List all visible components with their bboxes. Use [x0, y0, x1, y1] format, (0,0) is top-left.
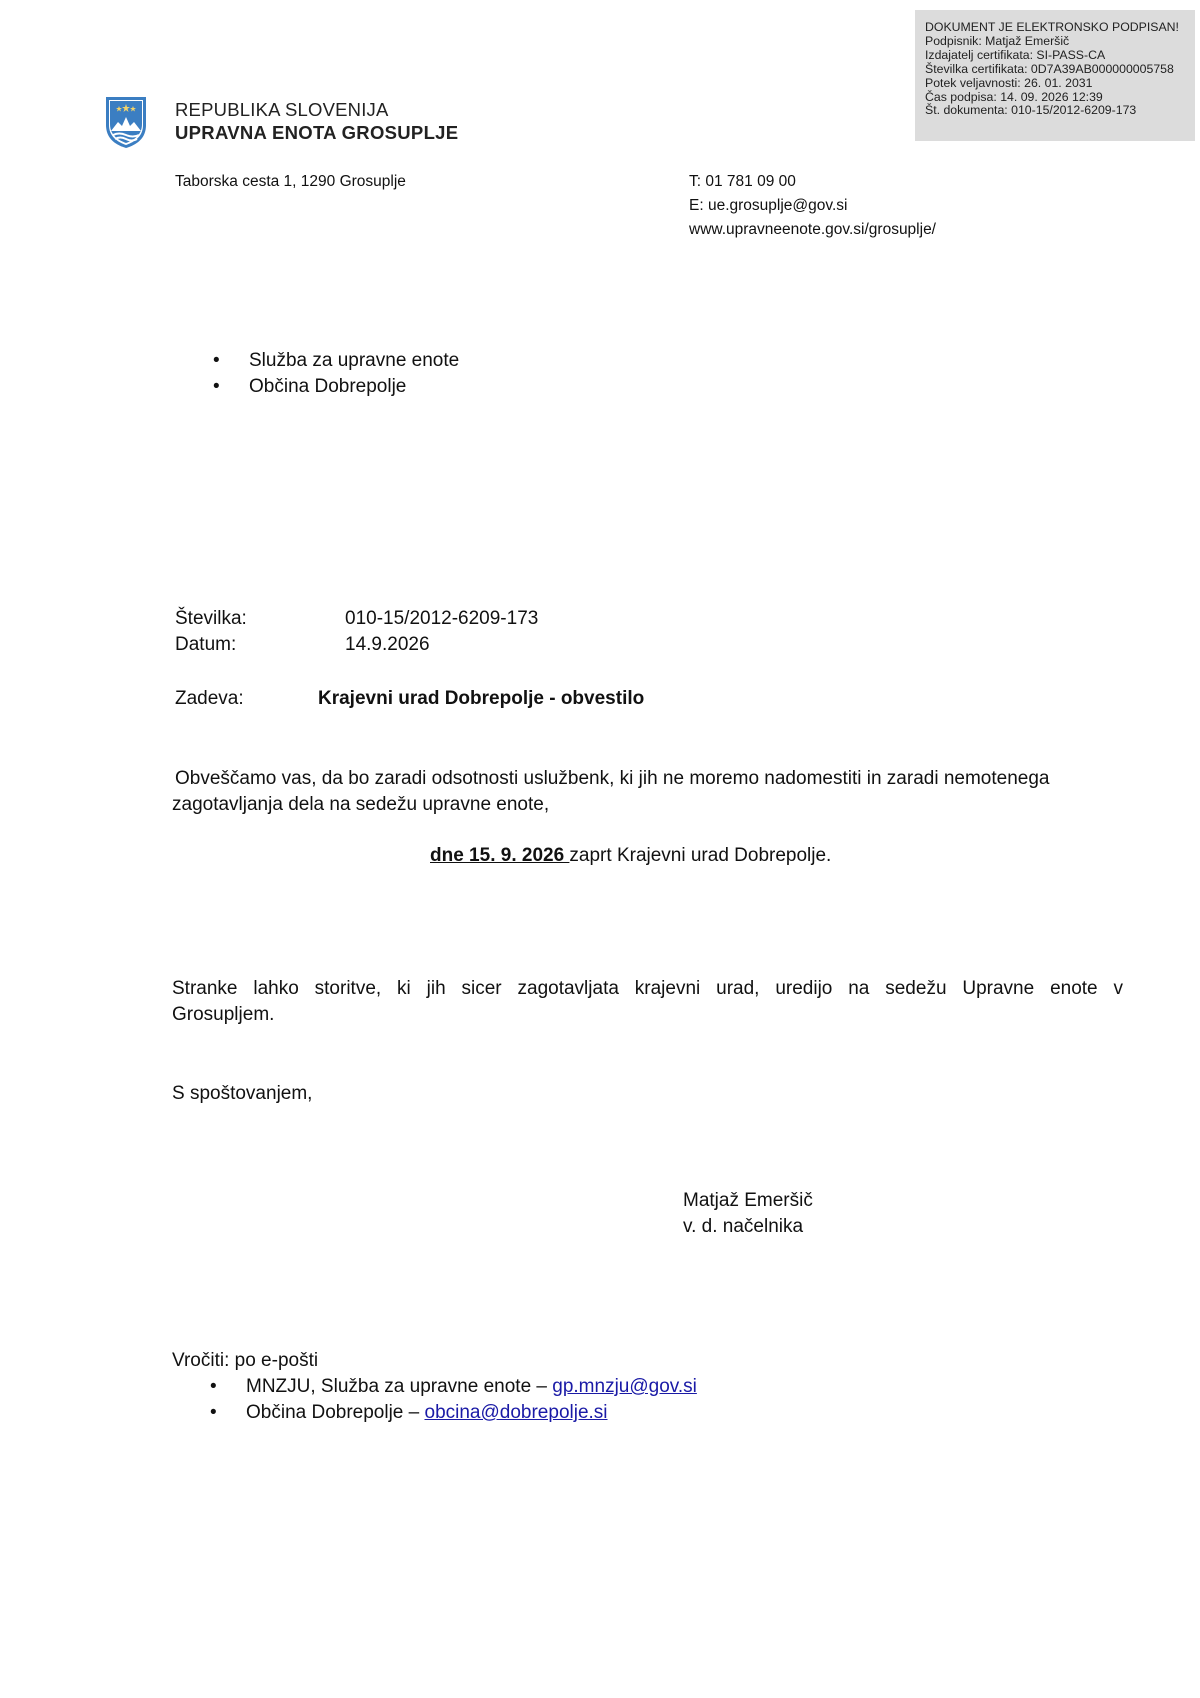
bullet-icon: • — [210, 1402, 217, 1423]
date-label: Datum: — [175, 634, 237, 655]
email-link[interactable]: obcina@dobrepolje.si — [424, 1402, 608, 1423]
delivery-label: Vročiti: po e-pošti — [172, 1350, 319, 1371]
document-number: 010-15/2012-6209-173 — [345, 608, 539, 629]
signature-line: Izdajatelj certifikata: SI-PASS-CA — [925, 47, 1106, 62]
bullet-icon: • — [213, 350, 220, 371]
signature-line: Št. dokumenta: 010-15/2012-6209-173 — [925, 103, 1137, 118]
number-label: Številka: — [175, 608, 247, 629]
signature-line: Podpisnik: Matjaž Emeršič — [925, 33, 1070, 48]
signature-line: Čas podpisa: 14. 09. 2026 12:39 — [925, 89, 1103, 104]
closure-date: dne 15. 9. 2026 — [430, 845, 570, 866]
website: www.upravneenote.gov.si/grosuplje/ — [689, 221, 936, 238]
paragraph-line: zagotavljanja dela na sedežu upravne enote, — [172, 794, 550, 815]
paragraph-line: Stranke lahko storitve, ki jih sicer zagotavljata krajevni urad, uredijo na sedežu Upravne enote v — [172, 978, 1123, 999]
signer-name: Matjaž Emeršič — [683, 1190, 813, 1211]
organization-unit: UPRAVNA ENOTA GROSUPLJE — [175, 122, 459, 143]
paragraph-line: Obveščamo vas, da bo zaradi odsotnosti uslužbenk, ki jih ne moremo nadomestiti in zaradi nemotenega — [175, 768, 1050, 789]
phone: T: 01 781 09 00 — [689, 173, 796, 190]
address: Taborska cesta 1, 1290 Grosuplje — [175, 173, 406, 190]
signer-title: v. d. načelnika — [683, 1216, 804, 1237]
closure-notice — [430, 845, 831, 867]
email-link[interactable]: gp.mnzju@gov.si — [552, 1376, 697, 1397]
subject-label: Zadeva: — [175, 688, 244, 709]
slovenia-coat-of-arms-icon — [104, 95, 148, 149]
delivery-recipient: Občina Dobrepolje – — [246, 1402, 425, 1423]
organization-name: REPUBLIKA SLOVENIJA — [175, 99, 389, 120]
document-date: 14.9.2026 — [345, 634, 430, 655]
electronic-signature-box — [915, 10, 1195, 141]
paragraph-line: Grosupljem. — [172, 1004, 275, 1025]
recipient-name: Občina Dobrepolje — [249, 376, 407, 397]
closure-text: zaprt Krajevni urad Dobrepolje. — [569, 845, 832, 866]
bullet-icon: • — [210, 1376, 217, 1397]
signature-line: Potek veljavnosti: 26. 01. 2031 — [925, 75, 1093, 90]
closing-salutation: S spoštovanjem, — [172, 1083, 313, 1104]
subject-title: Krajevni urad Dobrepolje - obvestilo — [318, 688, 645, 709]
signature-line: DOKUMENT JE ELEKTRONSKO PODPISAN! — [925, 20, 1179, 34]
email: E: ue.grosuplje@gov.si — [689, 197, 848, 214]
bullet-icon: • — [213, 376, 220, 397]
signature-line: Številka certifikata: 0D7A39AB000000005758 — [925, 61, 1174, 76]
recipient-name: Služba za upravne enote — [249, 350, 460, 371]
delivery-recipient: MNZJU, Služba za upravne enote – — [246, 1376, 553, 1397]
